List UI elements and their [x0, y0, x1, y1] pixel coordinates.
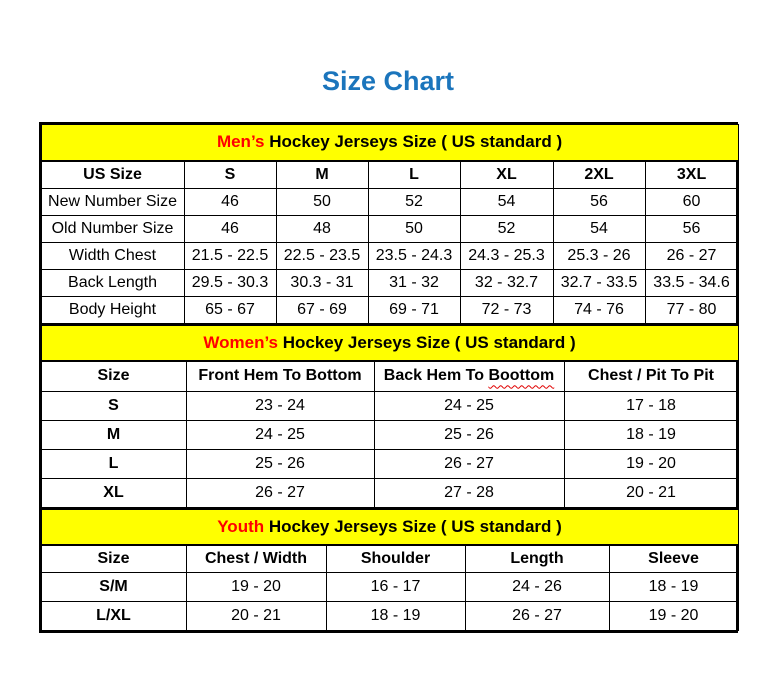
youth-section-title-text: Hockey Jerseys Size ( US standard ) [268, 516, 562, 536]
size-cell: 19 - 20 [186, 573, 326, 602]
table-row [41, 125, 738, 161]
column-header: 2XL [553, 161, 645, 189]
size-cell: 24 - 25 [186, 420, 374, 449]
column-header: Size [41, 545, 186, 573]
column-header: S [184, 161, 276, 189]
mens-size-table [41, 124, 739, 324]
youth-size-table [41, 508, 739, 632]
size-cell: 25 - 26 [186, 449, 374, 478]
size-cell: 54 [553, 216, 645, 243]
column-header: Shoulder [326, 545, 465, 573]
table-row [41, 270, 738, 297]
womens-section-title-text: Hockey Jerseys Size ( US standard ) [282, 333, 576, 352]
row-label: Old Number Size [41, 216, 184, 243]
column-header: Front Hem To Bottom [186, 361, 374, 391]
row-label: Body Height [41, 297, 184, 324]
table-row [41, 216, 738, 243]
row-label: L [41, 449, 186, 478]
size-cell: 19 - 20 [564, 449, 738, 478]
table-row [41, 545, 738, 573]
table-row [41, 361, 738, 391]
column-header-text: Back Hem To [383, 367, 484, 385]
table-row [41, 602, 738, 631]
size-cell: 32.7 - 33.5 [553, 270, 645, 297]
column-header: Chest / Pit To Pit [564, 361, 738, 391]
column-header: XL [460, 161, 553, 189]
column-header: 3XL [645, 161, 738, 189]
size-cell: 19 - 20 [609, 602, 738, 631]
column-header: Chest / Width [186, 545, 326, 573]
row-label: Width Chest [41, 243, 184, 270]
size-cell: 21.5 - 22.5 [184, 243, 276, 270]
size-cell: 24 - 25 [374, 391, 564, 420]
size-cell: 26 - 27 [374, 449, 564, 478]
size-chart-table [39, 122, 738, 633]
table-row [41, 391, 738, 420]
table-row [41, 449, 738, 478]
size-cell: 20 - 21 [186, 602, 326, 631]
table-row [41, 161, 738, 189]
table-row [41, 243, 738, 270]
table-row [41, 573, 738, 602]
row-label: Back Length [41, 270, 184, 297]
column-header: US Size [41, 161, 184, 189]
table-row [41, 325, 738, 361]
size-cell: 26 - 27 [465, 602, 609, 631]
mens-section-highlight: Men’s [216, 132, 265, 152]
size-cell: 30.3 - 31 [276, 270, 368, 297]
size-cell: 77 - 80 [645, 297, 738, 324]
size-cell: 27 - 28 [374, 478, 564, 507]
size-cell: 32 - 32.7 [460, 270, 553, 297]
size-cell: 48 [276, 216, 368, 243]
size-cell: 52 [460, 216, 553, 243]
row-label: S/M [41, 573, 186, 602]
column-header: Sleeve [609, 545, 738, 573]
size-cell: 18 - 19 [564, 420, 738, 449]
size-cell: 46 [184, 189, 276, 216]
size-cell: 33.5 - 34.6 [645, 270, 738, 297]
size-cell: 52 [368, 189, 460, 216]
womens-section-header [41, 325, 738, 361]
youth-section-highlight: Youth [217, 516, 265, 536]
row-label: L/XL [41, 602, 186, 631]
size-cell: 17 - 18 [564, 391, 738, 420]
size-cell: 16 - 17 [326, 573, 465, 602]
size-cell: 69 - 71 [368, 297, 460, 324]
size-cell: 24.3 - 25.3 [460, 243, 553, 270]
size-cell: 74 - 76 [553, 297, 645, 324]
misspelled-word: Boottom [488, 367, 555, 385]
size-cell: 46 [184, 216, 276, 243]
size-cell: 20 - 21 [564, 478, 738, 507]
size-cell: 56 [645, 216, 738, 243]
size-cell: 50 [276, 189, 368, 216]
size-cell: 50 [368, 216, 460, 243]
size-cell: 25 - 26 [374, 420, 564, 449]
row-label: S [41, 391, 186, 420]
size-cell: 72 - 73 [460, 297, 553, 324]
table-row [41, 420, 738, 449]
size-cell: 65 - 67 [184, 297, 276, 324]
row-label: M [41, 420, 186, 449]
mens-section-header [41, 125, 738, 161]
size-cell: 26 - 27 [186, 478, 374, 507]
size-cell: 67 - 69 [276, 297, 368, 324]
row-label: New Number Size [41, 189, 184, 216]
size-cell: 18 - 19 [326, 602, 465, 631]
size-cell: 23 - 24 [186, 391, 374, 420]
size-cell: 54 [460, 189, 553, 216]
column-header: Size [41, 361, 186, 391]
size-cell: 31 - 32 [368, 270, 460, 297]
column-header [374, 361, 564, 391]
womens-size-table [41, 324, 739, 508]
column-header: M [276, 161, 368, 189]
size-cell: 24 - 26 [465, 573, 609, 602]
youth-section-header [41, 509, 738, 545]
size-cell: 25.3 - 26 [553, 243, 645, 270]
womens-section-highlight: Women’s [203, 333, 278, 352]
size-cell: 23.5 - 24.3 [368, 243, 460, 270]
row-label: XL [41, 478, 186, 507]
page-title: Size Chart [321, 66, 455, 96]
size-cell: 22.5 - 23.5 [276, 243, 368, 270]
size-cell: 56 [553, 189, 645, 216]
table-row [41, 478, 738, 507]
size-cell: 29.5 - 30.3 [184, 270, 276, 297]
table-row [41, 189, 738, 216]
table-row [41, 509, 738, 545]
column-header: Length [465, 545, 609, 573]
size-cell: 26 - 27 [645, 243, 738, 270]
column-header: L [368, 161, 460, 189]
size-cell: 60 [645, 189, 738, 216]
table-row [41, 297, 738, 324]
mens-section-title-text: Hockey Jerseys Size ( US standard ) [269, 132, 563, 152]
size-cell: 18 - 19 [609, 573, 738, 602]
